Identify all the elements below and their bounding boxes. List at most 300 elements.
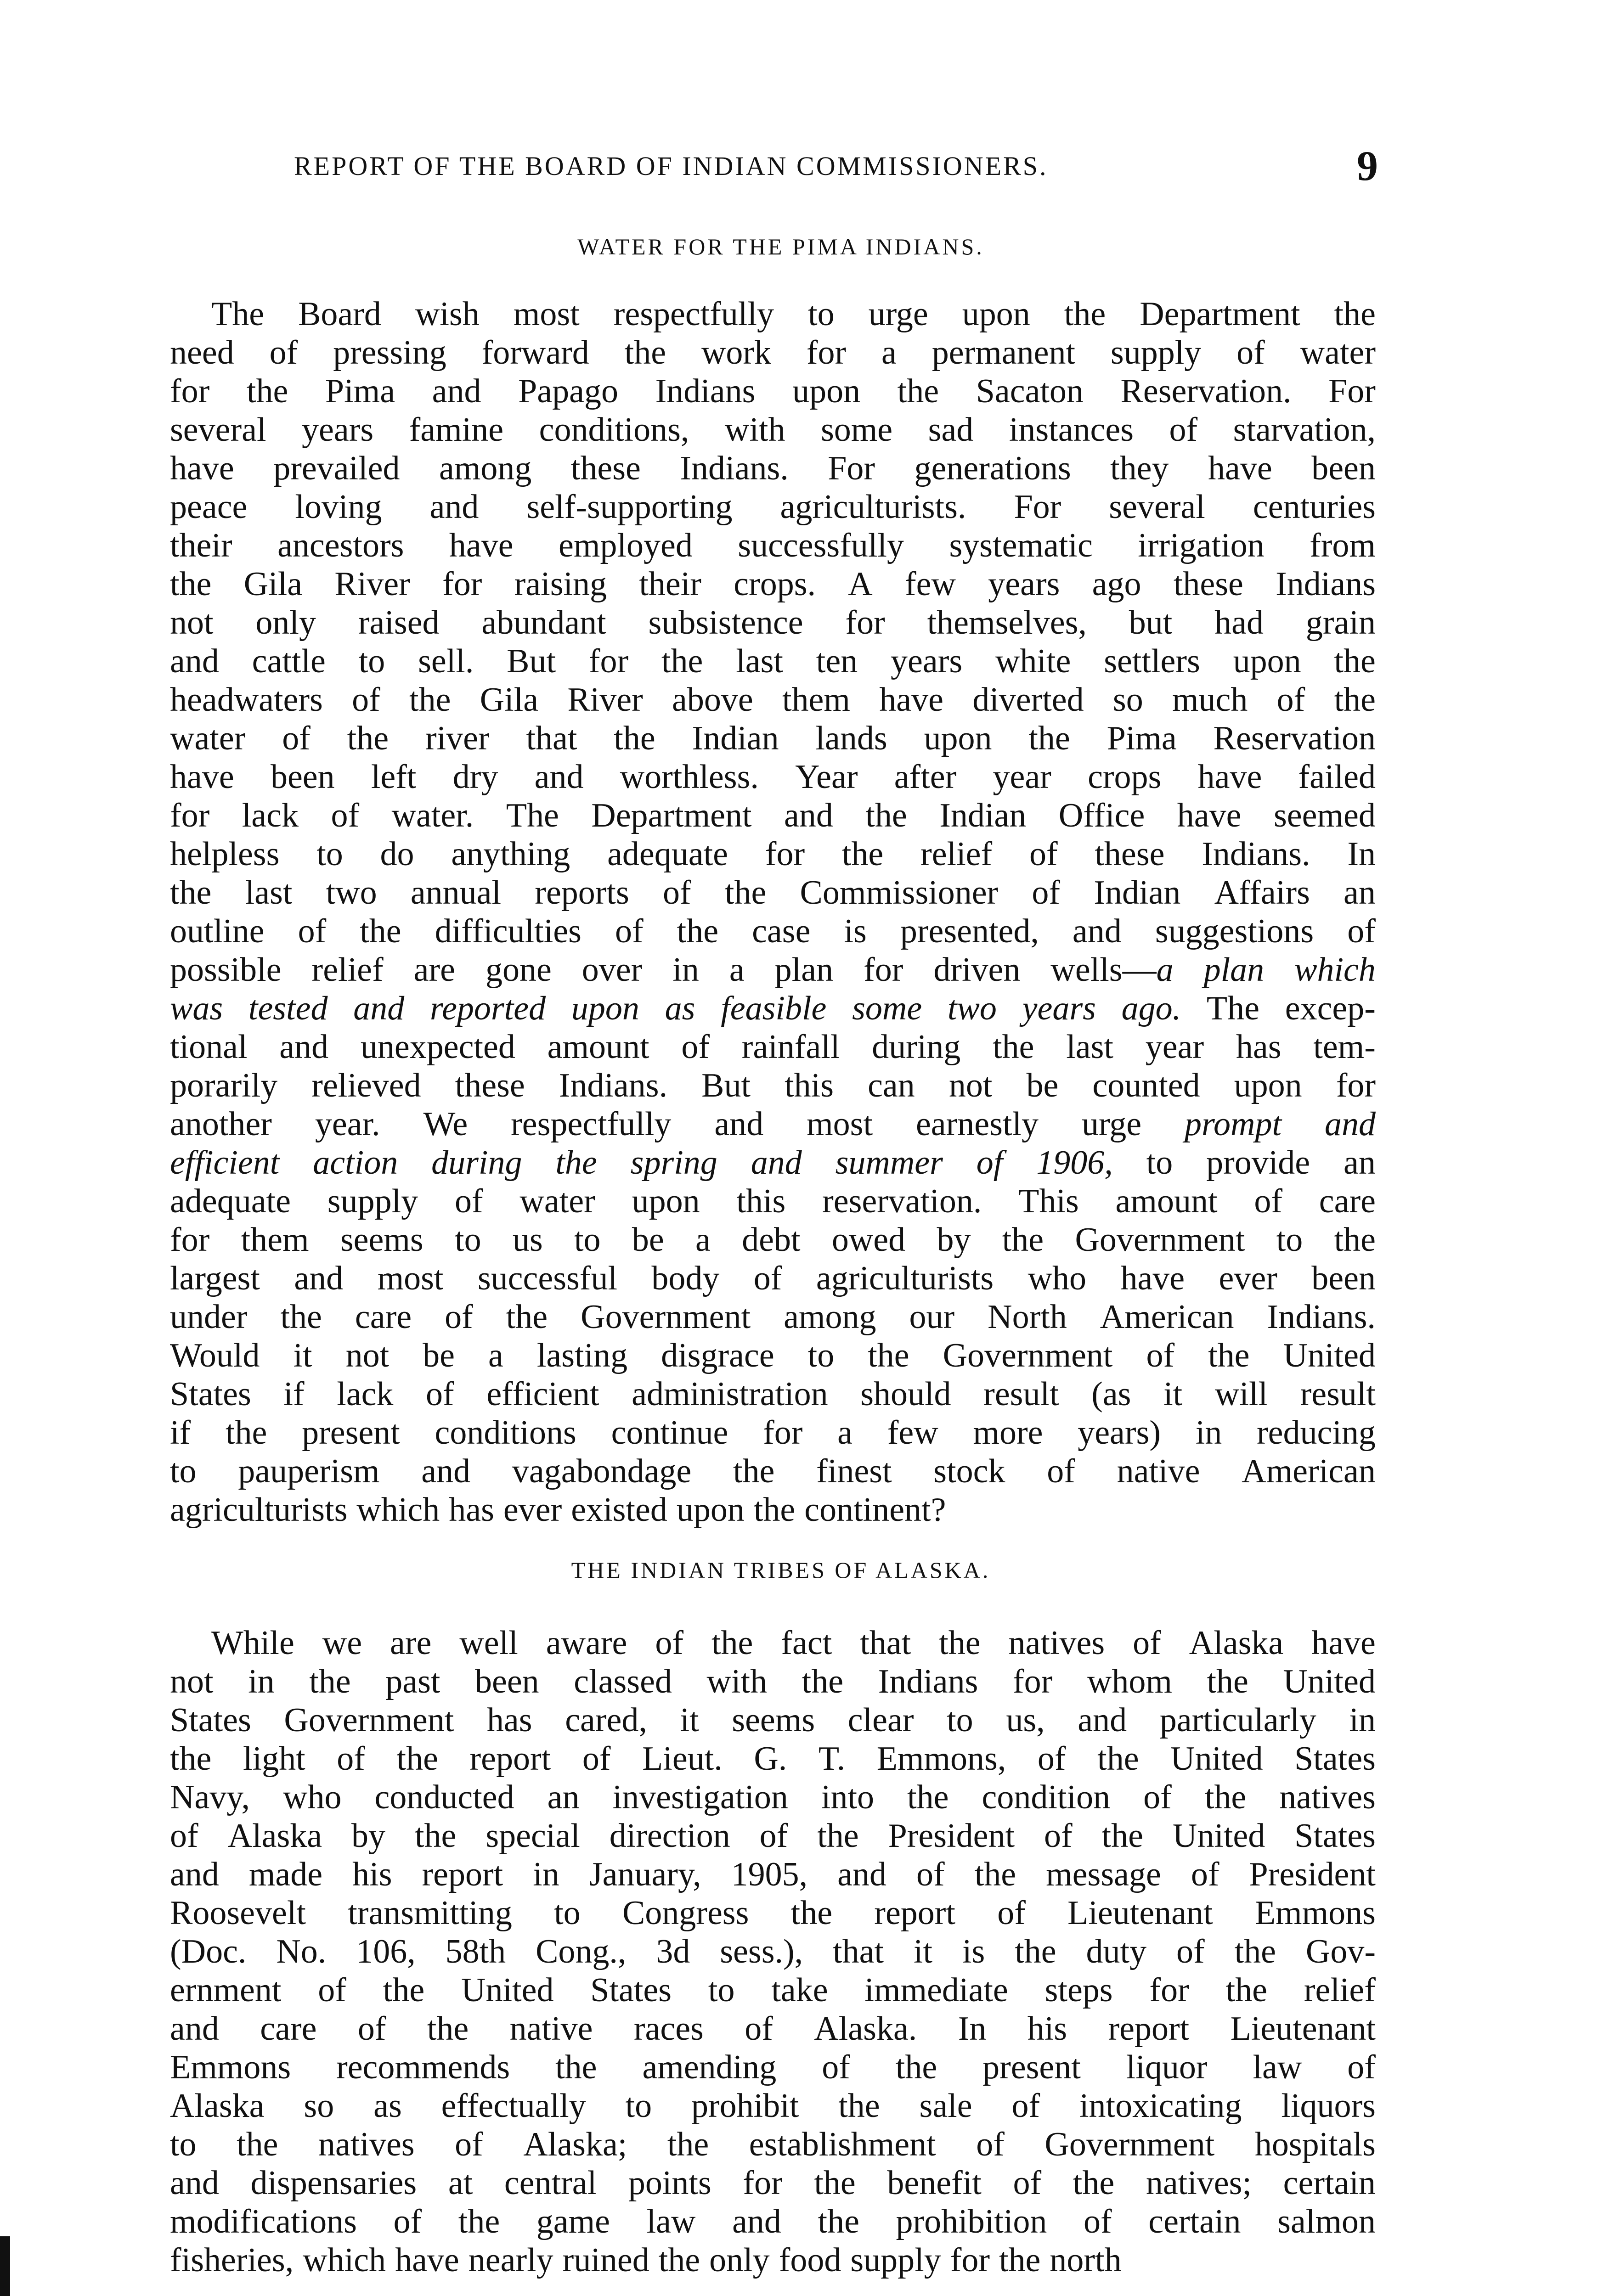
text-word: the [347, 720, 389, 757]
text-word: are [413, 951, 455, 989]
text-word: (Doc. [170, 1933, 247, 1970]
section-heading-pima-water: WATER FOR THE PIMA INDIANS. [577, 234, 984, 259]
text-word: north [1050, 2241, 1122, 2279]
text-word: the [225, 1414, 267, 1452]
text-word: for [763, 1414, 803, 1452]
text-word: For [1328, 372, 1376, 410]
text-word: to [316, 835, 343, 873]
text-word: if [170, 1414, 191, 1452]
text-word: it [1163, 1375, 1183, 1413]
text-word: to [807, 1337, 835, 1374]
text-word: direction [609, 1817, 730, 1855]
text-word: to [170, 1452, 197, 1490]
text-word: But [507, 642, 556, 680]
text-line [170, 1932, 1376, 1971]
text-word: certain [1283, 2164, 1376, 2202]
text-word: of [1176, 1933, 1205, 1970]
text-word: Congress [622, 1894, 749, 1932]
text-word: raised [358, 604, 440, 642]
text-word: that [833, 1933, 884, 1970]
text-line [170, 758, 1376, 796]
text-word: river [425, 720, 490, 757]
text-word: left [371, 758, 417, 796]
text-word: natives [1008, 1624, 1105, 1662]
text-word: adequate [170, 1182, 291, 1220]
text-word: can [868, 1067, 915, 1104]
text-word: and [353, 990, 405, 1027]
text-word: the [237, 2126, 278, 2163]
text-word: respectfully [511, 1105, 672, 1143]
text-word: agriculturists [816, 1260, 994, 1297]
text-word: upon [1233, 642, 1301, 680]
text-word: ernment [170, 1971, 282, 2009]
text-word: Roosevelt [170, 1894, 306, 1932]
text-word: of [1011, 2087, 1040, 2125]
text-word: of [1169, 411, 1198, 449]
text-word: not [345, 1337, 390, 1374]
text-word: transmitting [348, 1894, 512, 1932]
text-word: upon [1234, 1067, 1302, 1104]
text-word: year [1145, 1028, 1204, 1066]
text-word: disgrace [661, 1337, 774, 1374]
text-word: the [1334, 681, 1376, 719]
text-word: respectfully [613, 295, 774, 333]
text-word: during [872, 1028, 961, 1066]
text-line [170, 796, 1376, 835]
text-word: Sacaton [976, 372, 1084, 410]
text-word: which [356, 1491, 440, 1529]
text-word: certain [1148, 2203, 1241, 2240]
text-word: in [1349, 1701, 1376, 1739]
text-line [170, 1662, 1376, 1701]
text-word: the [677, 912, 719, 950]
text-word: be [1026, 1067, 1059, 1104]
text-word: of [269, 334, 298, 371]
text-word: of [445, 1298, 473, 1336]
text-word: failed [1298, 758, 1376, 796]
text-word: States [1294, 1817, 1376, 1855]
text-word: of [753, 1260, 782, 1297]
text-word: establishment [749, 2126, 936, 2163]
text-word: Gila [480, 681, 539, 719]
text-word: Indian [1094, 874, 1181, 912]
text-word: United [461, 1971, 554, 2009]
text-word: and [534, 758, 584, 796]
text-word: and [170, 2164, 219, 2202]
text-word: Alaska [1189, 1624, 1284, 1662]
text-word: 3d [656, 1933, 690, 1970]
text-word: Navy, [170, 1778, 250, 1816]
text-word: classed [574, 1663, 672, 1700]
text-word: Gov- [1305, 1933, 1376, 1970]
text-line [170, 2125, 1376, 2164]
text-line [170, 1894, 1376, 1932]
text-word: the [818, 2203, 859, 2240]
text-word: we [322, 1624, 362, 1662]
text-word: grain [1305, 604, 1376, 642]
text-word: for [1336, 1067, 1376, 1104]
text-word: pressing [333, 334, 446, 371]
text-word: which [303, 2241, 386, 2279]
text-word: the [661, 642, 703, 680]
text-word: vagabondage [512, 1452, 692, 1490]
text-word: and [751, 1144, 802, 1182]
text-word: A [848, 565, 873, 603]
text-line [170, 1028, 1376, 1066]
text-word: Office [1058, 797, 1145, 834]
text-word: last [1066, 1028, 1113, 1066]
text-word: the [1015, 1933, 1056, 1970]
text-word: recommends [336, 2048, 510, 2086]
text-line [170, 1624, 1376, 1662]
text-word: President [888, 1817, 1015, 1855]
text-word: year [993, 758, 1051, 796]
text-line [170, 719, 1376, 758]
text-word: for [806, 334, 847, 371]
text-word: 58th [445, 1933, 506, 1970]
text-word: River [567, 681, 643, 719]
text-word: to [554, 1894, 581, 1932]
text-word: irrigation [1138, 527, 1265, 564]
text-word: clear [847, 1701, 914, 1739]
text-word: conditions, [539, 411, 689, 449]
text-word: year. [315, 1105, 380, 1143]
text-word: in [248, 1663, 275, 1700]
text-word: during [431, 1144, 522, 1182]
text-word: Cong., [536, 1933, 627, 1970]
text-line [170, 2164, 1376, 2202]
text-word: years [891, 642, 963, 680]
text-word: the [409, 681, 451, 719]
text-word: the [246, 372, 288, 410]
text-word: has [486, 1701, 532, 1739]
text-word: will [1214, 1375, 1268, 1413]
text-word: not [948, 1067, 993, 1104]
text-line [170, 565, 1376, 603]
text-word: States [590, 1971, 672, 2009]
text-word: in [672, 951, 699, 989]
text-word: the [1097, 1740, 1139, 1778]
text-word: States [1294, 1740, 1376, 1778]
text-word: the [1225, 1971, 1267, 2009]
text-word: to [808, 295, 835, 333]
text-word: the [309, 1663, 351, 1700]
text-word: at [448, 2164, 473, 2202]
text-word: be [423, 1337, 455, 1374]
text-word: only [255, 604, 316, 642]
text-word: the [753, 1491, 796, 1529]
text-line [170, 2202, 1376, 2241]
text-word: of [1347, 912, 1376, 950]
text-line [170, 526, 1376, 565]
text-word: the [817, 1817, 859, 1855]
text-word: in [533, 1856, 559, 1893]
text-word: care [1319, 1182, 1376, 1220]
text-word: difficulties [435, 912, 581, 950]
text-word: Pima [325, 372, 395, 410]
text-word: United [1283, 1337, 1376, 1374]
text-word: But [701, 1067, 751, 1104]
text-word: game [536, 2203, 610, 2240]
text-word: well [459, 1624, 518, 1662]
text-line [170, 681, 1376, 719]
text-word: plan [1203, 951, 1265, 989]
text-word: to [358, 642, 385, 680]
text-word: to [455, 1221, 481, 1259]
text-word: the [1208, 1337, 1250, 1374]
text-word: of [426, 1375, 454, 1413]
text-word: dispensaries [250, 2164, 417, 2202]
text-word: present [302, 1414, 400, 1452]
text-word: ancestors [277, 527, 404, 564]
text-word: work [701, 334, 772, 371]
text-word: Indians. [559, 1067, 668, 1104]
text-word: the [555, 1144, 597, 1182]
text-word: No. [276, 1933, 327, 1970]
text-word: and [1324, 1105, 1376, 1143]
text-word: Government [943, 1337, 1113, 1374]
text-line [170, 1105, 1376, 1143]
text-word: the [170, 874, 212, 912]
text-word: Indians [878, 1663, 978, 1700]
text-word: anything [451, 835, 570, 873]
text-word: In [958, 2010, 987, 2048]
text-word: and [714, 1105, 764, 1143]
text-word: Department [1140, 295, 1300, 333]
text-word: years [302, 411, 374, 449]
text-word: to [170, 2126, 197, 2163]
text-word: the [939, 1624, 981, 1662]
text-word: supply [850, 2241, 941, 2279]
text-word: to [1276, 1221, 1303, 1259]
text-line [170, 1066, 1376, 1105]
text-word: of [337, 1740, 365, 1778]
text-word: last [736, 642, 783, 680]
text-word: the [733, 1452, 775, 1490]
text-word: of [1084, 2203, 1112, 2240]
text-word: have [170, 758, 234, 796]
text-word: prompt [1185, 1105, 1282, 1143]
text-word: earnestly [915, 1105, 1039, 1143]
text-word: conducted [374, 1778, 514, 1816]
text-word: been [270, 758, 335, 796]
text-word: Indians. [680, 450, 789, 487]
text-word: hospitals [1254, 2126, 1376, 2163]
text-word: by [351, 1817, 386, 1855]
text-word: lack [337, 1375, 394, 1413]
text-word: Indian [692, 720, 779, 757]
text-word: the [396, 1740, 438, 1778]
text-word: several [1109, 488, 1205, 526]
text-word: present [982, 2048, 1081, 2086]
text-word: urge [868, 295, 928, 333]
text-line [170, 488, 1376, 526]
text-word: Would [170, 1337, 260, 1374]
text-word: them [782, 681, 850, 719]
text-word: permanent [932, 334, 1076, 371]
text-word: of [1013, 2164, 1042, 2202]
text-word: water [170, 720, 246, 757]
text-word: North [988, 1298, 1067, 1336]
text-word: crops. [734, 565, 816, 603]
text-word: ten [816, 642, 858, 680]
text-word: feasible [721, 990, 827, 1027]
text-word: administration [632, 1375, 828, 1413]
text-word: Lieut. [642, 1740, 723, 1778]
text-word: the [1101, 1817, 1143, 1855]
text-word: of [1146, 1337, 1175, 1374]
text-word: The [211, 295, 265, 333]
text-word: prohibition [896, 2203, 1047, 2240]
text-word: of [393, 2203, 422, 2240]
text-word: amending [642, 2048, 777, 2086]
text-word: Indian [939, 797, 1027, 834]
text-word: pauperism [238, 1452, 380, 1490]
text-word: Government [581, 1298, 751, 1336]
text-word: of [655, 1624, 683, 1662]
text-word: employed [559, 527, 693, 564]
text-word: over [581, 951, 643, 989]
text-word: raising [514, 565, 607, 603]
text-word: the [360, 912, 401, 950]
text-line [170, 1143, 1376, 1182]
text-word: the [506, 1298, 548, 1336]
text-word: for [1149, 1971, 1189, 2009]
text-word: a [837, 1414, 853, 1452]
text-word: of [1029, 835, 1058, 873]
text-word: two [326, 874, 377, 912]
text-word: upon [924, 720, 992, 757]
text-word: past [385, 1663, 440, 1700]
text-word: effectually [441, 2087, 586, 2125]
text-word: care [355, 1298, 412, 1336]
text-word: and [1078, 1701, 1127, 1739]
text-word: two [947, 990, 997, 1027]
text-word: Board [298, 295, 381, 333]
text-word: particularly [1159, 1701, 1316, 1739]
text-line [170, 1739, 1376, 1778]
text-word: the [624, 334, 666, 371]
text-word: cattle [252, 642, 326, 680]
text-word: relief [311, 951, 384, 989]
text-word: of [1347, 2048, 1376, 2086]
text-word: their [639, 565, 701, 603]
text-word: only [709, 2241, 770, 2279]
text-word: for [765, 835, 805, 873]
text-word: For [828, 450, 875, 487]
text-word: outline [170, 912, 265, 950]
text-word: been [474, 1663, 539, 1700]
text-word: (as [1091, 1375, 1131, 1413]
text-word: special [486, 1817, 580, 1855]
text-word: the [170, 565, 212, 603]
text-word: abundant [481, 604, 606, 642]
text-word: it [293, 1337, 312, 1374]
text-word: aware [546, 1624, 627, 1662]
text-word: is [844, 912, 867, 950]
text-word: for [1013, 1663, 1053, 1700]
text-word: a [695, 1221, 711, 1259]
text-word: summer [835, 1144, 943, 1182]
text-word: care [260, 2010, 317, 2048]
text-word: Emmons [1254, 1894, 1376, 1932]
text-word: lasting [536, 1337, 628, 1374]
text-line [170, 989, 1376, 1028]
text-word: have [879, 681, 943, 719]
text-word: spring [630, 1144, 717, 1182]
text-word: of [357, 2010, 386, 2048]
text-word: loving [295, 488, 382, 526]
text-word: several [170, 411, 266, 449]
text-word: counted [1092, 1067, 1200, 1104]
text-word: crops [1088, 758, 1162, 796]
text-line [170, 2087, 1376, 2125]
text-word: In [1347, 835, 1376, 873]
text-word: benefit [887, 2164, 982, 2202]
text-word: light [243, 1740, 305, 1778]
text-word: Gila [243, 565, 303, 603]
text-word: should [860, 1375, 951, 1413]
text-word: seemed [1273, 797, 1376, 834]
text-word: 106, [356, 1933, 416, 1970]
text-word: has [449, 1491, 494, 1529]
text-word: report [469, 1740, 551, 1778]
text-word: the [895, 2048, 937, 2086]
text-word: Commissioner [800, 874, 999, 912]
text-word: report [422, 1856, 503, 1893]
text-word: continent? [804, 1491, 946, 1529]
text-word: native [509, 2010, 593, 2048]
text-word: this [785, 1067, 834, 1104]
text-word: sad [928, 411, 974, 449]
text-word: upon [962, 295, 1030, 333]
text-line [170, 333, 1376, 372]
text-word: owed [831, 1221, 906, 1259]
text-word: they [1110, 450, 1169, 487]
text-word: the [865, 797, 907, 834]
text-word: fact [781, 1624, 832, 1662]
text-word: this [736, 1182, 786, 1220]
text-line [170, 411, 1376, 449]
text-line [170, 1701, 1376, 1739]
text-word: the [1073, 2164, 1115, 2202]
text-word: of [759, 1817, 788, 1855]
text-word: for [743, 2164, 783, 2202]
text-word: that [526, 720, 577, 757]
text-word: of [1236, 334, 1265, 371]
text-word: the [841, 835, 884, 873]
text-word: 1905, [731, 1856, 808, 1893]
text-word: ever [1219, 1260, 1277, 1297]
text-word: them [241, 1221, 309, 1259]
text-word: continue [611, 1414, 728, 1452]
text-word: for [442, 565, 482, 603]
text-word: Pima [1107, 720, 1177, 757]
text-word: it [913, 1933, 933, 1970]
text-word: prohibit [691, 2087, 799, 2125]
text-word: sell. [418, 642, 474, 680]
text-word: States [170, 1375, 251, 1413]
text-word: natives; [1146, 2164, 1252, 2202]
text-word: amount [547, 1028, 649, 1066]
text-word: been [1311, 450, 1376, 487]
text-word: self-supporting [526, 488, 733, 526]
text-word: Affairs [1214, 874, 1310, 912]
text-word: excep- [1285, 990, 1376, 1027]
text-word: the [724, 874, 767, 912]
text-word: after [894, 758, 957, 796]
text-word: fisheries, [170, 2241, 294, 2279]
